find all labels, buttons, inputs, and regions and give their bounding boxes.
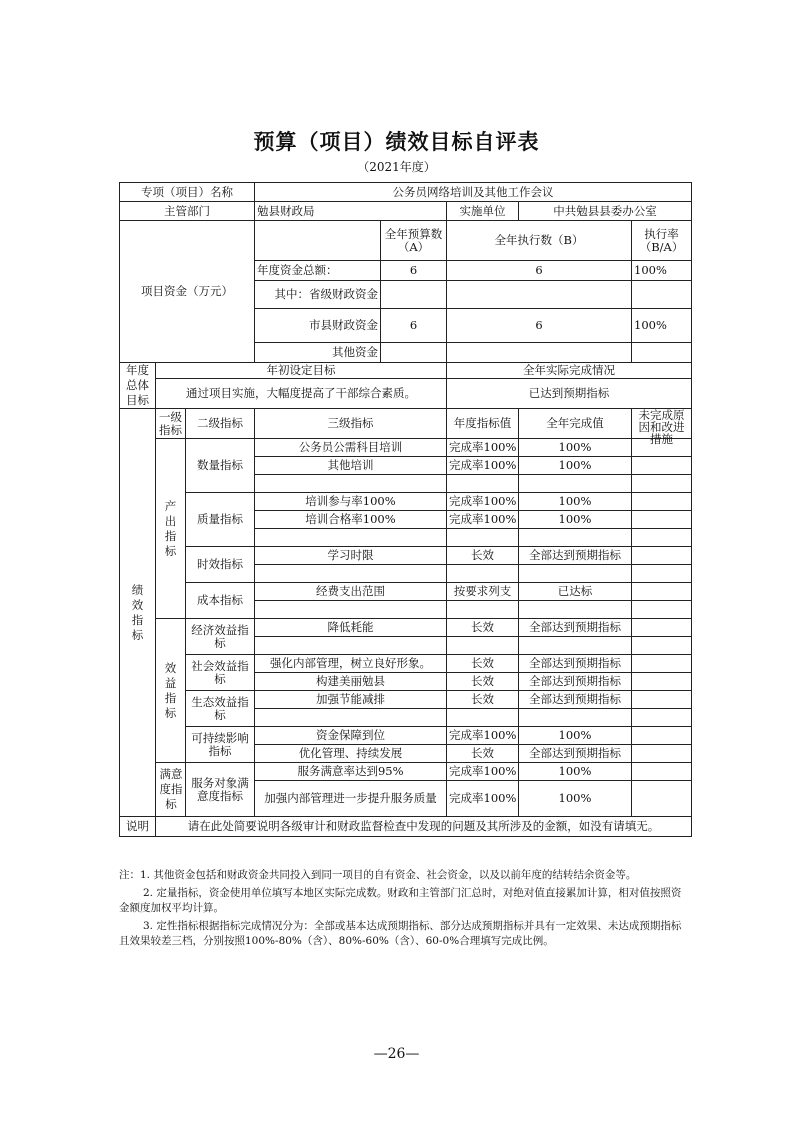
reason-cell (632, 727, 692, 745)
l3-cell: 培训合格率100% (255, 511, 447, 529)
goals-row (120, 379, 692, 409)
remark-label: 说明 (120, 817, 156, 837)
l3-cell: 经费支出范围 (255, 583, 447, 601)
reason-cell (632, 475, 692, 493)
economic-label: 经济效益指标 (186, 619, 255, 655)
done-cell: 全部达到预期指标 (519, 655, 632, 673)
footnotes (119, 868, 691, 952)
goals-initial-text: 通过项目实施，大幅度提高了干部综合素质。 (156, 379, 447, 409)
dept-value: 勉县财政局 (255, 202, 447, 221)
l3-cell: 培训参与率100% (255, 493, 447, 511)
target-cell: 完成率100% (447, 727, 519, 745)
satisfaction-label: 满意度指标 (156, 763, 186, 817)
goals-header-row (120, 363, 692, 379)
l3-cell: 强化内部管理，树立良好形象。 (255, 655, 447, 673)
target-cell: 完成率100% (447, 511, 519, 529)
indicator-row (120, 655, 692, 673)
l3-cell (255, 475, 447, 493)
done-cell (519, 565, 632, 583)
funds-section-label: 项目资金（万元） (120, 221, 255, 363)
quality-label: 质量指标 (186, 493, 255, 547)
goals-actual-text: 已达到预期指标 (447, 379, 692, 409)
l3-cell (255, 529, 447, 547)
project-value: 公务员网络培训及其他工作会议 (255, 183, 692, 202)
reason-cell (632, 619, 692, 637)
funds-row-rate (632, 343, 692, 363)
footnote-3: 3. 定性指标根据指标完成情况分为：全部或基本达成预期指标、部分达成预期指标并具有一定效果、未达成预期指标且效果较差三档，分别按照100%-80%（含）、80%-60%（含）、60-0%合理填写完成比例。 (119, 920, 682, 947)
done-cell: 100% (519, 511, 632, 529)
dept-label: 主管部门 (120, 202, 255, 221)
target-cell: 长效 (447, 547, 519, 565)
target-cell: 完成率100% (447, 763, 519, 781)
reason-cell (632, 547, 692, 565)
done-cell (519, 475, 632, 493)
done-cell (519, 601, 632, 619)
funds-row-rate: 100% (632, 309, 692, 343)
indicator-row (120, 763, 692, 781)
done-cell (519, 709, 632, 727)
indicator-row (120, 493, 692, 511)
done-cell (519, 529, 632, 547)
funds-rate-header: 执行率（B/A） (632, 221, 692, 261)
done-cell: 100% (519, 763, 632, 781)
target-cell: 长效 (447, 655, 519, 673)
done-cell: 全部达到预期指标 (519, 547, 632, 565)
done-cell: 100% (519, 493, 632, 511)
funds-row-exec: 6 (447, 261, 632, 281)
target-cell (447, 637, 519, 655)
page-number: —26— (373, 1046, 420, 1062)
reason-cell (632, 601, 692, 619)
sustainable-label: 可持续影响指标 (186, 727, 255, 763)
done-cell: 全部达到预期指标 (519, 619, 632, 637)
target-cell (447, 475, 519, 493)
target-cell: 完成率100% (447, 439, 519, 457)
done-cell: 全部达到预期指标 (519, 673, 632, 691)
page-title: 预算（项目）绩效目标自评表 (253, 129, 540, 154)
goals-label: 年度总体目标 (120, 363, 156, 409)
indicator-section-label: 绩效指标 (120, 409, 156, 817)
funds-row-label: 市县财政资金 (255, 309, 381, 343)
done-cell (519, 637, 632, 655)
target-cell (447, 529, 519, 547)
reason-cell (632, 745, 692, 763)
funds-row-exec (447, 281, 632, 309)
target-cell: 完成率100% (447, 781, 519, 817)
funds-row-budget: 6 (381, 261, 447, 281)
cost-label: 成本指标 (186, 583, 255, 619)
indicator-header-row (120, 409, 692, 439)
project-name-row (120, 183, 692, 202)
level2-header: 二级指标 (186, 409, 255, 439)
target-cell: 完成率100% (447, 493, 519, 511)
funds-exec-header: 全年执行数（B） (447, 221, 632, 261)
l3-cell (255, 565, 447, 583)
target-cell: 完成率100% (447, 457, 519, 475)
indicator-row (120, 691, 692, 709)
impl-label: 实施单位 (447, 202, 519, 221)
reason-cell (632, 493, 692, 511)
indicator-row (120, 583, 692, 601)
l3-cell: 服务满意率达到95% (255, 763, 447, 781)
reason-cell (632, 583, 692, 601)
service-label: 服务对象满意度指标 (186, 763, 255, 817)
l3-cell: 优化管理、持续发展 (255, 745, 447, 763)
remark-text: 请在此处简要说明各级审计和财政监督检查中发现的问题及其所涉及的金额，如没有请填无。 (156, 817, 692, 837)
funds-row-label: 其他资金 (255, 343, 381, 363)
reason-cell (632, 709, 692, 727)
funds-row-budget (381, 281, 447, 309)
target-cell (447, 565, 519, 583)
done-cell: 全部达到预期指标 (519, 691, 632, 709)
target-cell: 按要求列支 (447, 583, 519, 601)
ecological-label: 生态效益指标 (186, 691, 255, 727)
impl-value: 中共勉县县委办公室 (519, 202, 692, 221)
level3-header: 三级指标 (255, 409, 447, 439)
l3-cell: 其他培训 (255, 457, 447, 475)
l3-cell (255, 601, 447, 619)
reason-cell (632, 457, 692, 475)
funds-row-budget (381, 343, 447, 363)
done-cell: 100% (519, 457, 632, 475)
funds-row-rate (632, 281, 692, 309)
reason-cell (632, 529, 692, 547)
target-cell: 长效 (447, 673, 519, 691)
footnote-2: 2. 定量指标，资金使用单位填写本地区实际完成数。财政和主管部门汇总时，对绝对值直接累加计算，相对值按照资金额度加权平均计算。 (119, 887, 682, 914)
funds-budget-header: 全年预算数（A） (381, 221, 447, 261)
l3-cell: 降低耗能 (255, 619, 447, 637)
output-label: 产出指标 (156, 439, 186, 619)
done-cell: 100% (519, 727, 632, 745)
quantity-label: 数量指标 (186, 439, 255, 493)
reason-header: 未完成原因和改进措施 (632, 409, 692, 439)
reason-cell (632, 781, 692, 817)
evaluation-table (119, 182, 692, 837)
reason-cell (632, 673, 692, 691)
level1-header: 一级指标 (156, 409, 186, 439)
reason-cell (632, 511, 692, 529)
reason-cell (632, 691, 692, 709)
target-cell: 长效 (447, 619, 519, 637)
social-label: 社会效益指标 (186, 655, 255, 691)
department-row (120, 202, 692, 221)
goals-initial-header: 年初设定目标 (156, 363, 447, 379)
footnote-1: 注：1. 其他资金包括和财政资金共同投入到同一项目的自有资金、社会资金，以及以前年度的结转结余资金等。 (119, 869, 637, 881)
funds-header-blank (255, 221, 381, 261)
funds-row-budget: 6 (381, 309, 447, 343)
funds-row-exec: 6 (447, 309, 632, 343)
done-header: 全年完成值 (519, 409, 632, 439)
indicator-row (120, 727, 692, 745)
l3-cell (255, 637, 447, 655)
target-cell (447, 709, 519, 727)
l3-cell: 资金保障到位 (255, 727, 447, 745)
remark-row (120, 817, 692, 837)
funds-row-label: 年度资金总额： (255, 261, 381, 281)
done-cell: 100% (519, 439, 632, 457)
l3-cell (255, 709, 447, 727)
l3-cell: 学习时限 (255, 547, 447, 565)
done-cell: 已达标 (519, 583, 632, 601)
l3-cell: 公务员公需科目培训 (255, 439, 447, 457)
reason-cell (632, 763, 692, 781)
project-label: 专项（项目）名称 (120, 183, 255, 202)
l3-cell: 加强内部管理进一步提升服务质量 (255, 781, 447, 817)
indicator-row (120, 619, 692, 637)
target-cell: 长效 (447, 745, 519, 763)
benefit-label: 效益指标 (156, 619, 186, 763)
done-cell: 100% (519, 781, 632, 817)
target-cell (447, 601, 519, 619)
target-cell: 长效 (447, 691, 519, 709)
funds-row-rate: 100% (632, 261, 692, 281)
reason-cell (632, 655, 692, 673)
page-subtitle: （2021年度） (357, 160, 436, 174)
done-cell: 全部达到预期指标 (519, 745, 632, 763)
l3-cell: 构建美丽勉县 (255, 673, 447, 691)
indicator-row (120, 547, 692, 565)
indicator-row (120, 439, 692, 457)
funds-row-exec (447, 343, 632, 363)
l3-cell: 加强节能减排 (255, 691, 447, 709)
reason-cell (632, 565, 692, 583)
goals-actual-header: 全年实际完成情况 (447, 363, 692, 379)
funds-header-row (120, 221, 692, 261)
timeliness-label: 时效指标 (186, 547, 255, 583)
reason-cell (632, 637, 692, 655)
target-header: 年度指标值 (447, 409, 519, 439)
funds-row-label: 其中：省级财政资金 (255, 281, 381, 309)
